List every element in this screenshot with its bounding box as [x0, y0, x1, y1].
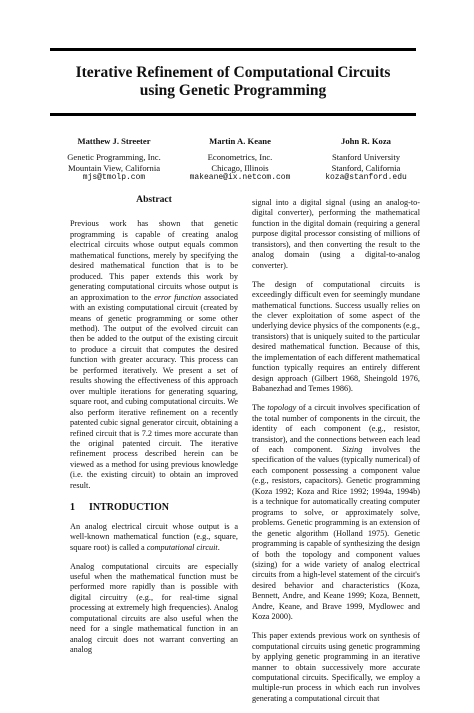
author-email: koza@stanford.edu — [325, 173, 407, 183]
author-affiliation: Econometrics, Inc. — [207, 152, 273, 163]
abstract-text-b: associated with an existing computational circuit (created by means of genetic programming or some other method). The output of the evolved circuit can then be added to the output of the existing circuit to produce a circuit that computes the desired function with greater accuracy. This process can be performed iteratively. We present a set of results showing the effectiveness of this approach over multiple iterations for generating squaring, square root, and cubing computational circuits. We also perform iterative refinement on a recently patented cubic signal generator circuit, obtaining a refined circuit that is 7.2 times more accurate than the original patented circuit. The iterative refinement process described herein can be viewed as a method for using previous knowledge (i.e. the existing circuit) to obtain an improved result. — [70, 292, 238, 490]
p3-text-b: of a circuit involves specification of the total number of components in the circuit, the identity of each component (e.g., resistor, transistor), and the connections between each lead of each component. — [252, 403, 420, 454]
author-affiliation: Genetic Programming, Inc. — [67, 152, 161, 163]
abstract-heading: Abstract — [136, 194, 172, 205]
author-streeter — [52, 136, 176, 184]
right-paragraph-2: The design of computational circuits is exceedingly difficult even for seemingly mundane mathematical functions. Success usually relies on the clever exploitation of some aspect of the underlying device physics of the components (e.g., transistors) that is uniquely suited to the particular desired mathematical function. Because of this, the implementation of each different mathematical function typically requires an entirely different design approach (Gilbert 1968, Sheingold 1976, Babanezhad and Temes 1986). — [252, 279, 420, 394]
section-heading-introduction — [70, 503, 238, 513]
author-email: makeane@ix.netcom.com — [189, 173, 291, 183]
author-name: Martin A. Keane — [209, 136, 271, 146]
p3-term-topology: topology — [267, 403, 297, 413]
author-affiliation: Stanford University — [331, 152, 401, 163]
abstract-paragraph — [70, 219, 238, 491]
p3-text-a: The — [252, 403, 268, 413]
top-rule — [50, 48, 416, 51]
intro-p1-text-a: An analog electrical circuit whose output is a well-known mathematical function (e.g., square, square root) is called a — [70, 521, 238, 552]
author-keane — [178, 136, 302, 184]
paper-title — [50, 64, 416, 100]
author-location: Chicago, Illinois — [211, 162, 269, 173]
right-paragraph-1: signal into a digital signal (using an analog-to-digital converter), performing the mathematical function in the digital domain (requiring a general purpose digital processor consisting of millions of transistors), and then converting the result to the analog domain (using a digital-to-analog converter). — [252, 198, 420, 270]
section-title: INTRODUCTION — [89, 502, 170, 514]
section-number: 1 — [70, 502, 75, 514]
right-column — [252, 198, 420, 713]
intro-p1-text-b: . — [217, 542, 220, 552]
left-column — [70, 195, 238, 664]
abstract-term: error function — [154, 292, 202, 302]
author-name: Matthew J. Streeter — [77, 136, 151, 146]
intro-paragraph-1 — [70, 522, 238, 553]
right-paragraph-4: This paper extends previous work on synthesis of computational circuits using genetic programming by applying genetic programming in an iterative manner to obtain successively more accurate computational circuits. Specifically, we employ a multiple-run process in which each run involves generating a computational circuit that — [252, 631, 420, 703]
author-location: Stanford, California — [331, 162, 401, 173]
intro-p1-term: computational circuit — [146, 542, 218, 552]
right-paragraph-3 — [252, 403, 420, 623]
bottom-rule — [50, 113, 416, 116]
title-line-2: using Genetic Programming — [139, 82, 327, 99]
p3-term-sizing: Sizing — [342, 444, 363, 454]
author-location: Mountain View, California — [67, 162, 161, 173]
p3-text-c: involves the specification of the values (typically numerical) of each component possessing a component value (e.g., resistors, capacitors). Genetic programming (Koza 1992; Koza and Rice 1992; 1994a, 1994b) is a technique for automatically creating computer programs to solve, or approximately solve, problems. Genetic programming is an extension of the genetic algorithm (Holland 1975). Genetic programming is capable of synthesizing the design of both the topology and component values (sizing) for a wide variety of analog electrical circuits from a high-level statement of the circuit's desired behavior and characteristics (Koza, Bennett, Andre, and Keane 1999; Koza, Bennett, Andre, Keane, and Brave 1999, Mydlowec and Koza 2000). — [252, 444, 420, 622]
author-name: John R. Koza — [341, 136, 391, 146]
abstract-text-a: Previous work has shown that genetic programming is capable of creating analog electrical circuits whose output equals common mathematical functions, merely by specifying the desired mathematical function that is to be produced. This paper extends this work by generating computational circuits whose output is an approximation to the — [70, 219, 238, 302]
title-line-1: Iterative Refinement of Computational Circuits — [75, 64, 391, 81]
author-koza — [304, 136, 428, 184]
intro-paragraph-2: Analog computational circuits are especially useful when the mathematical function must be performed more rapidly than is possible with digital circuitry (e.g., for real-time signal processing at extremely high frequencies). Analog computational circuits are also useful when the need for a single mathematical function in an analog circuit does not warrant converting an analog — [70, 561, 238, 655]
author-email: mjs@tmolp.com — [82, 173, 146, 183]
